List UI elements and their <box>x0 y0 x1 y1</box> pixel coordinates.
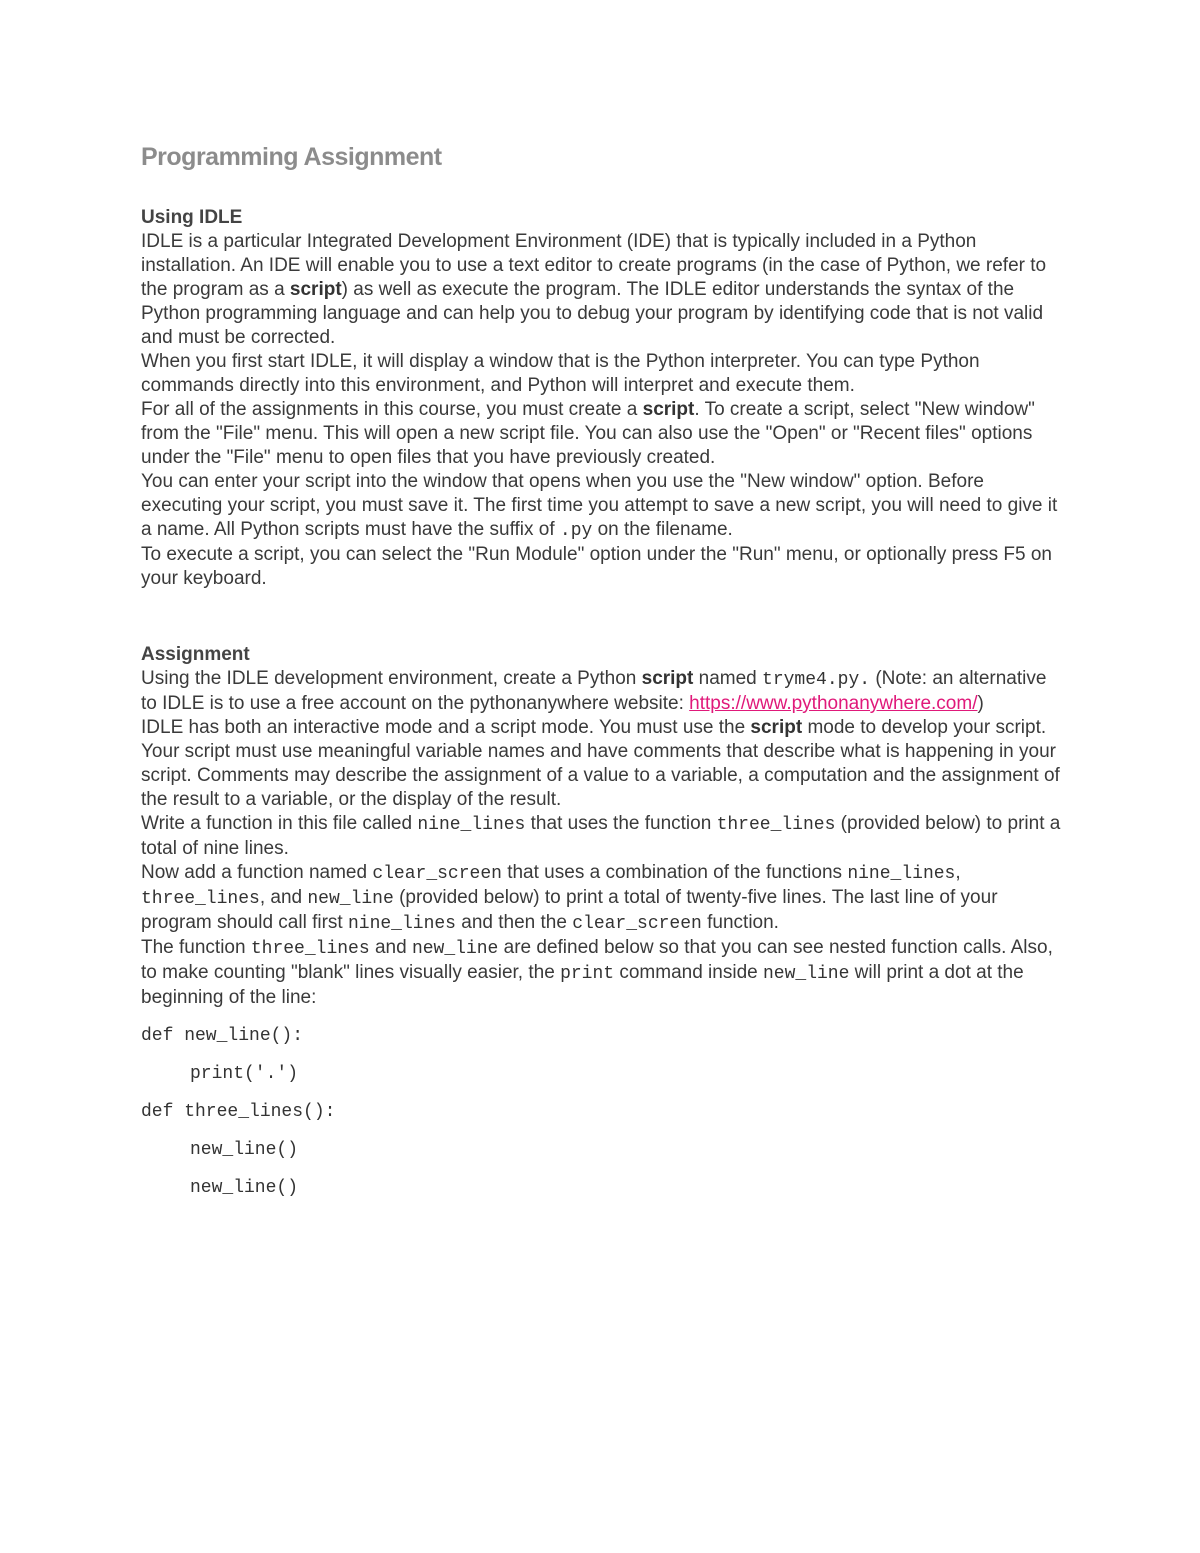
bold-term: script <box>289 279 342 300</box>
paragraph-interpreter: When you first start IDLE, it will display a window that is the Python interpreter. You can type Python commands directly into this environment, and Python will interpret and execute them. <box>141 351 980 396</box>
paragraph-idle-intro <box>141 230 1061 350</box>
section-heading-using-idle: Using IDLE <box>141 207 243 228</box>
paragraph-script-mode <box>141 716 1061 812</box>
bold-term: script <box>641 668 694 689</box>
paragraph-text: Write a function in this file called <box>141 813 418 834</box>
inline-code: three_lines <box>250 939 370 959</box>
paragraph-text: , and <box>259 887 308 908</box>
paragraph-text: named <box>693 668 763 689</box>
paragraph-text: and then the <box>456 912 573 933</box>
paragraph-text: IDLE has both an interactive mode and a script mode. You must use the <box>141 717 751 738</box>
code-line-print-dot: print('.') <box>190 1064 299 1084</box>
inline-code: three_lines <box>716 815 836 835</box>
inline-code: nine_lines <box>417 815 526 835</box>
paragraph-text: that uses the function <box>525 813 717 834</box>
paragraph-text: (provided below) to print a total of nine lines. <box>141 813 1061 859</box>
inline-code: clear_screen <box>372 864 502 884</box>
inline-code: new_line <box>411 939 499 959</box>
paragraph-execute-script: To execute a script, you can select the "Run Module" option under the "Run" menu, or optionally press F5 on your keyboard. <box>141 544 1052 589</box>
paragraph-text: and <box>369 937 412 958</box>
paragraph-text: You can enter your script into the window that opens when you use the "New window" option. Before executing your script, you must save it. The first time you attempt to save a new script, you will need to give it a name. All Python scripts must have the suffix of <box>141 471 1058 540</box>
paragraph-clear-screen <box>141 861 1061 936</box>
inline-code: clear_screen <box>572 914 702 934</box>
paragraph-text: ) as well as execute the program. The IDLE editor understands the syntax of the Python programming language and can help you to debug your program by identifying code that is not valid and must be corrected. <box>141 279 1044 348</box>
paragraph-assignment-intro <box>141 667 1061 716</box>
inline-code: print <box>560 964 615 984</box>
code-listing <box>141 1024 1061 1214</box>
paragraph-text: that uses a combination of the functions <box>501 862 848 883</box>
code-line-call-new-line-2: new_line() <box>190 1178 299 1198</box>
inline-code: three_lines <box>141 889 260 909</box>
code-line-def-new-line: def new_line(): <box>141 1026 304 1046</box>
paragraph-create-script <box>141 398 1061 470</box>
paragraph-text: (Note: an alternative to IDLE is to use a free account on the pythonanywhere website: <box>141 668 1047 714</box>
paragraph-text: on the filename. <box>592 519 733 540</box>
section-heading-assignment: Assignment <box>141 644 250 665</box>
paragraph-text: Now add a function named <box>141 862 373 883</box>
paragraph-text: are defined below so that you can see nested function calls. Also, to make counting "blank" lines visually easier, the <box>141 937 1053 983</box>
paragraph-text: IDLE is a particular Integrated Development Environment (IDE) that is typically included in a Python installation. An IDE will enable you to use a text editor to create programs (in the case of Python, we refer to the program as a <box>141 231 1047 300</box>
inline-code: new_line <box>762 964 850 984</box>
paragraph-text: Using the IDLE development environment, create a Python <box>141 668 642 689</box>
inline-code: tryme4.py. <box>762 670 871 690</box>
code-line-call-new-line-1: new_line() <box>190 1140 299 1160</box>
paragraph-nested-functions <box>141 936 1061 1010</box>
inline-code: .py <box>559 521 593 541</box>
bold-term: script <box>642 399 695 420</box>
inline-code: nine_lines <box>847 864 956 884</box>
paragraph-nine-lines <box>141 812 1061 861</box>
pythonanywhere-link[interactable]: https://www.pythonanywhere.com/ <box>689 693 978 714</box>
paragraph-text: The function <box>141 937 251 958</box>
paragraph-text: . To create a script, select "New window" from the "File" menu. This will open a new script file. You can also use the "Open" or "Recent files" options under the "File" menu to open files that you have previously created. <box>141 399 1035 468</box>
code-line-def-three-lines: def three_lines(): <box>141 1102 336 1122</box>
paragraph-text: mode to develop your script. Your script must use meaningful variable names and have comments that describe what is happening in your script. Comments may describe the assignment of a value to a variable, a computation and the assignment of the result to a variable, or the display of the result. <box>141 717 1060 810</box>
document-page <box>141 140 1061 1214</box>
paragraph-save-script <box>141 470 1061 543</box>
paragraph-text: function. <box>701 912 779 933</box>
paragraph-text: will print a dot at the beginning of the line: <box>141 962 1024 1008</box>
page-title: Programming Assignment <box>141 143 442 171</box>
paragraph-text: For all of the assignments in this course, you must create a <box>141 399 643 420</box>
paragraph-text: command inside <box>614 962 763 983</box>
paragraph-text: , <box>955 862 961 883</box>
bold-term: script <box>750 717 803 738</box>
paragraph-text: ) <box>977 693 984 714</box>
inline-code: new_line <box>307 889 394 909</box>
paragraph-text: (provided below) to print a total of twenty-five lines. The last line of your program should call first <box>141 887 998 933</box>
inline-code: nine_lines <box>347 914 456 934</box>
